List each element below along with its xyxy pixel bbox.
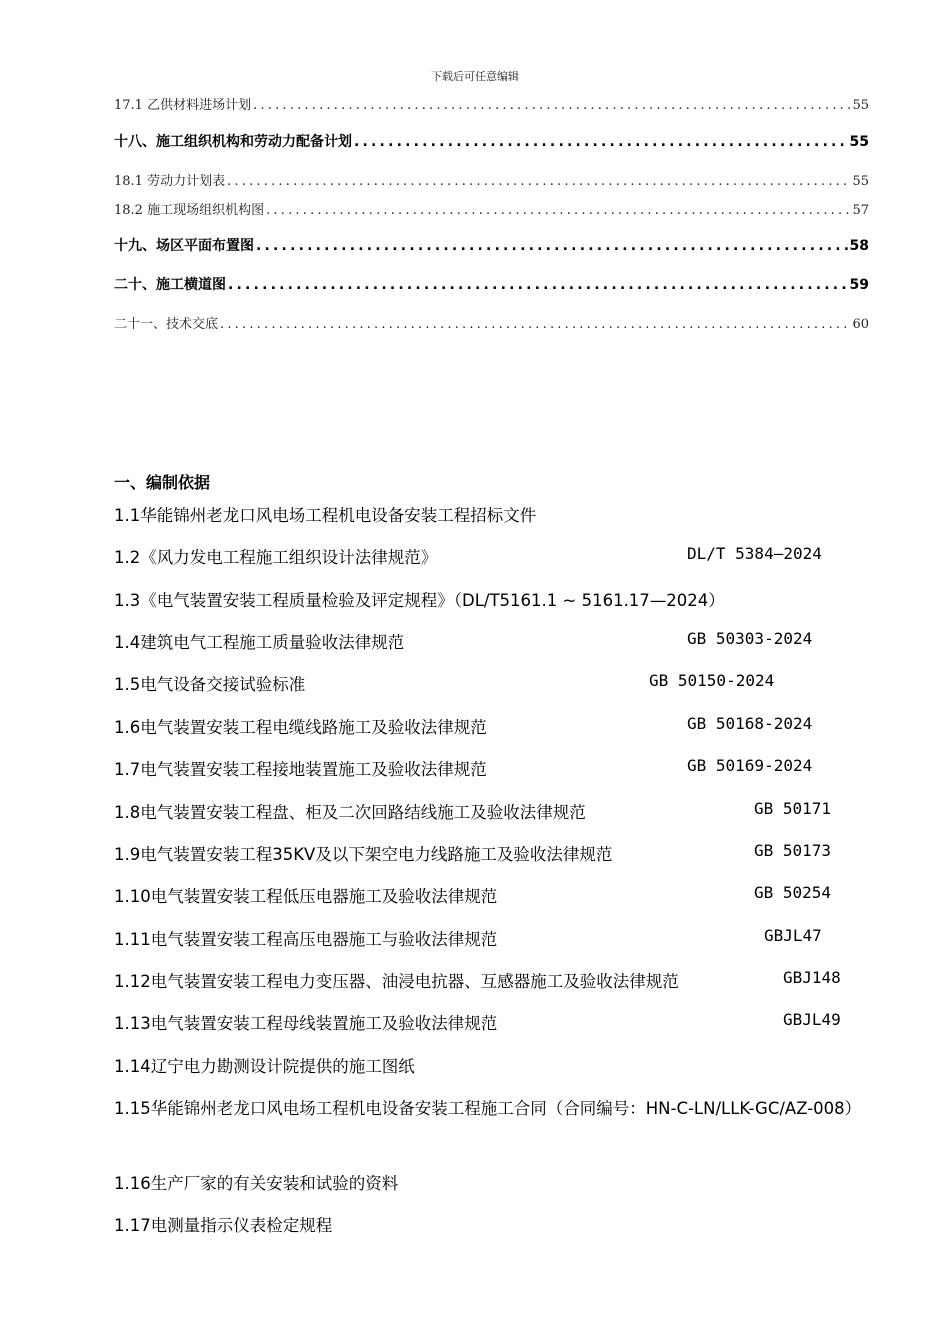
basis-item-text: 1.12电气装置安装工程电力变压器、油浸电抗器、互感器施工及验收法律规范 [114,972,679,991]
basis-item [114,544,874,568]
basis-item [114,629,874,653]
standard-code: GBJ148 [783,968,841,987]
basis-item [114,799,874,823]
basis-item-text: 1.16生产厂家的有关安装和试验的资料 [114,1174,399,1193]
toc-leader-dots [227,174,850,189]
toc-entry-page: 59 [849,277,869,293]
standard-code: GB 50303-2024 [687,629,813,648]
toc-entry[interactable] [114,170,869,189]
basis-item-text: 1.5电气设备交接试验标准 [114,675,306,694]
toc-entry-title: 17.1 乙供材料进场计划 [114,98,252,113]
toc-entry-page: 60 [852,317,869,332]
basis-item-text: 1.11电气装置安装工程高压电器施工与验收法律规范 [114,930,498,949]
basis-item-text: 1.15华能锦州老龙口风电场工程机电设备安装工程施工合同（合同编号：HN-C-LN/LLK-GC/AZ-008） [114,1099,862,1118]
toc-entry-title: 二十、施工横道图 [114,277,226,293]
basis-item [114,968,874,992]
standard-code: GB 50254 [754,883,832,902]
toc-leader-dots [266,203,850,218]
toc-leader-dots [256,238,848,254]
basis-item [114,1010,874,1034]
basis-item [114,1170,874,1194]
toc-entry[interactable] [114,131,869,151]
toc-entry-page: 58 [849,238,869,254]
basis-item [114,756,874,780]
basis-item-text: 1.6电气装置安装工程电缆线路施工及验收法律规范 [114,718,487,737]
basis-item [114,926,874,950]
standard-code: GBJL47 [764,926,822,945]
toc-entry-title: 18.1 劳动力计划表 [114,174,226,189]
basis-item-text: 1.3《电气装置安装工程质量检验及评定规程》（DL/T5161.1 ~ 5161.17—2024） [114,591,725,610]
toc-leader-dots [228,277,848,293]
basis-item-text: 1.14辽宁电力勘测设计院提供的施工图纸 [114,1057,415,1076]
standard-code: GB 50150-2024 [649,671,775,690]
toc-entry-page: 57 [852,203,869,218]
basis-item [114,841,874,865]
standard-code: GB 50171 [754,799,832,818]
toc-entry[interactable] [114,235,869,255]
toc-entry-title: 十九、场区平面布置图 [114,238,254,254]
toc-leader-dots [354,134,848,150]
standard-code: DL/T 5384—2024 [687,544,822,563]
toc-leader-dots [253,98,850,113]
basis-item-text: 1.4建筑电气工程施工质量验收法律规范 [114,633,405,652]
basis-item [114,671,874,695]
toc-entry-title: 18.2 施工现场组织机构图 [114,203,265,218]
toc-entry[interactable] [114,94,869,113]
basis-item [114,502,874,526]
basis-item-text: 1.9电气装置安装工程35KV及以下架空电力线路施工及验收法律规范 [114,845,613,864]
basis-item [114,714,874,738]
standard-code: GB 50168-2024 [687,714,813,733]
basis-item-text: 1.13电气装置安装工程母线装置施工及验收法律规范 [114,1014,498,1033]
basis-item-text: 1.7电气装置安装工程接地装置施工及验收法律规范 [114,760,487,779]
section-title: 一、编制依据 [114,473,211,492]
standard-code: GB 50169-2024 [687,756,813,775]
basis-item-text: 1.10电气装置安装工程低压电器施工及验收法律规范 [114,887,498,906]
basis-item [114,883,874,907]
toc-entry-page: 55 [849,134,869,150]
basis-item [114,587,874,611]
toc-entry[interactable] [114,274,869,294]
basis-item [114,1053,874,1077]
basis-item-text: 1.8电气装置安装工程盘、柜及二次回路结线施工及验收法律规范 [114,803,586,822]
toc-entry-page: 55 [852,98,869,113]
toc-entry-page: 55 [852,174,869,189]
toc-entry[interactable] [114,313,869,332]
page-header-note: 下载后可任意编辑 [431,70,519,83]
standard-code: GBJL49 [783,1010,841,1029]
toc-entry-title: 十八、施工组织机构和劳动力配备计划 [114,134,352,150]
basis-item [114,1212,874,1236]
standard-code: GB 50173 [754,841,832,860]
basis-item-text: 1.17电测量指示仪表检定规程 [114,1216,333,1235]
toc-entry-title: 二十一、技术交底 [114,317,219,332]
basis-item-text: 1.1华能锦州老龙口风电场工程机电设备安装工程招标文件 [114,506,537,525]
toc-entry[interactable] [114,199,869,218]
basis-item-text: 1.2《风力发电工程施工组织设计法律规范》 [114,548,438,567]
toc-leader-dots [220,317,850,332]
basis-item [114,1095,874,1122]
